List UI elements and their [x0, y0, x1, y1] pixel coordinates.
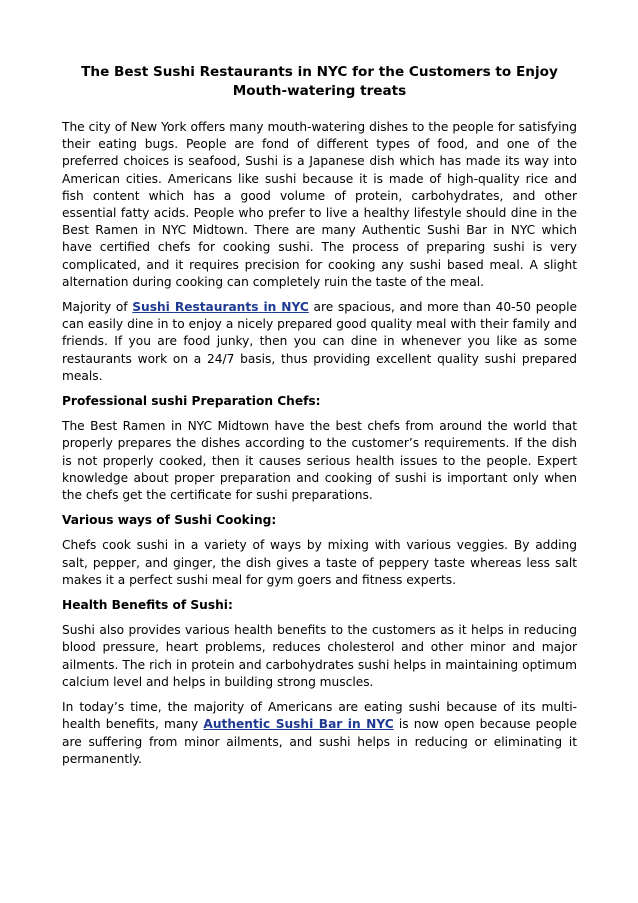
document-page	[62, 63, 577, 776]
majority-text-before: Majority of	[62, 300, 133, 315]
intro-paragraph: The city of New York offers many mouth-watering dishes to the people for satisfying their eating bugs. People are fond of different types of food, and one of the preferred choices is seafood, Sushi is a Japanese dish which has made its way into American cities. Americans like sushi because it is made of high-quality rice and fish content which has a good volume of protein, carbohydrates, and other essential fatty acids. People who prefer to live a healthy lifestyle should dine in the Best Ramen in NYC Midtown. There are many Authentic Sushi Bar in NYC which have certified chefs for cooking sushi. The process of preparing sushi is very complicated, and it requires precision for cooking any sushi based meal. A slight alternation during cooking can completely ruin the taste of the meal.	[62, 120, 577, 289]
majority-paragraph	[62, 299, 577, 385]
section-heading-cooking: Various ways of Sushi Cooking:	[62, 513, 277, 528]
section-body-cooking: Chefs cook sushi in a variety of ways by mixing with various veggies. By adding salt, pepper, and ginger, the dish gives a taste of peppery taste whereas less salt makes it a perfect sushi meal for gym goers and fitness experts.	[62, 538, 577, 587]
section-body-health: Sushi also provides various health benefits to the customers as it helps in reducing blood pressure, heart problems, reduces cholesterol and other minor and major ailments. The rich in protein and carbohydrates sushi helps in maintaining optimum calcium level and helps in building strong muscles.	[62, 623, 577, 689]
closing-paragraph	[62, 699, 577, 768]
majority-text-after: are spacious, and more than 40-50 people can easily dine in to enjoy a nicely prepared good quality meal with their family and friends. If you are food junky, then you can dine in whenever you like as some restaurants work on a 24/7 basis, thus providing excellent quality sushi prepared meals.	[62, 300, 578, 383]
document-title: The Best Sushi Restaurants in NYC for the Customers to Enjoy Mouth-watering treats	[81, 64, 558, 99]
authentic-sushi-bar-link[interactable]: Authentic Sushi Bar in NYC	[203, 717, 394, 732]
section-heading-chefs: Professional sushi Preparation Chefs:	[62, 394, 321, 409]
section-heading-health: Health Benefits of Sushi:	[62, 598, 233, 613]
closing-text-before: In today’s time, the majority of Americans are eating sushi because of its multi-health benefits, many	[62, 700, 577, 732]
sushi-restaurants-link[interactable]: Sushi Restaurants in NYC	[132, 300, 309, 315]
closing-text-after: is now open because people are suffering from minor ailments, and sushi helps in reducing or eliminating it permanently.	[62, 717, 577, 766]
section-body-chefs: The Best Ramen in NYC Midtown have the best chefs from around the world that properly prepares the dishes according to the customer’s requirements. If the dish is not properly cooked, then it causes serious health issues to the people. Expert knowledge about proper preparation and cooking of sushi is important only when the chefs get the certificate for sushi preparations.	[62, 419, 577, 503]
